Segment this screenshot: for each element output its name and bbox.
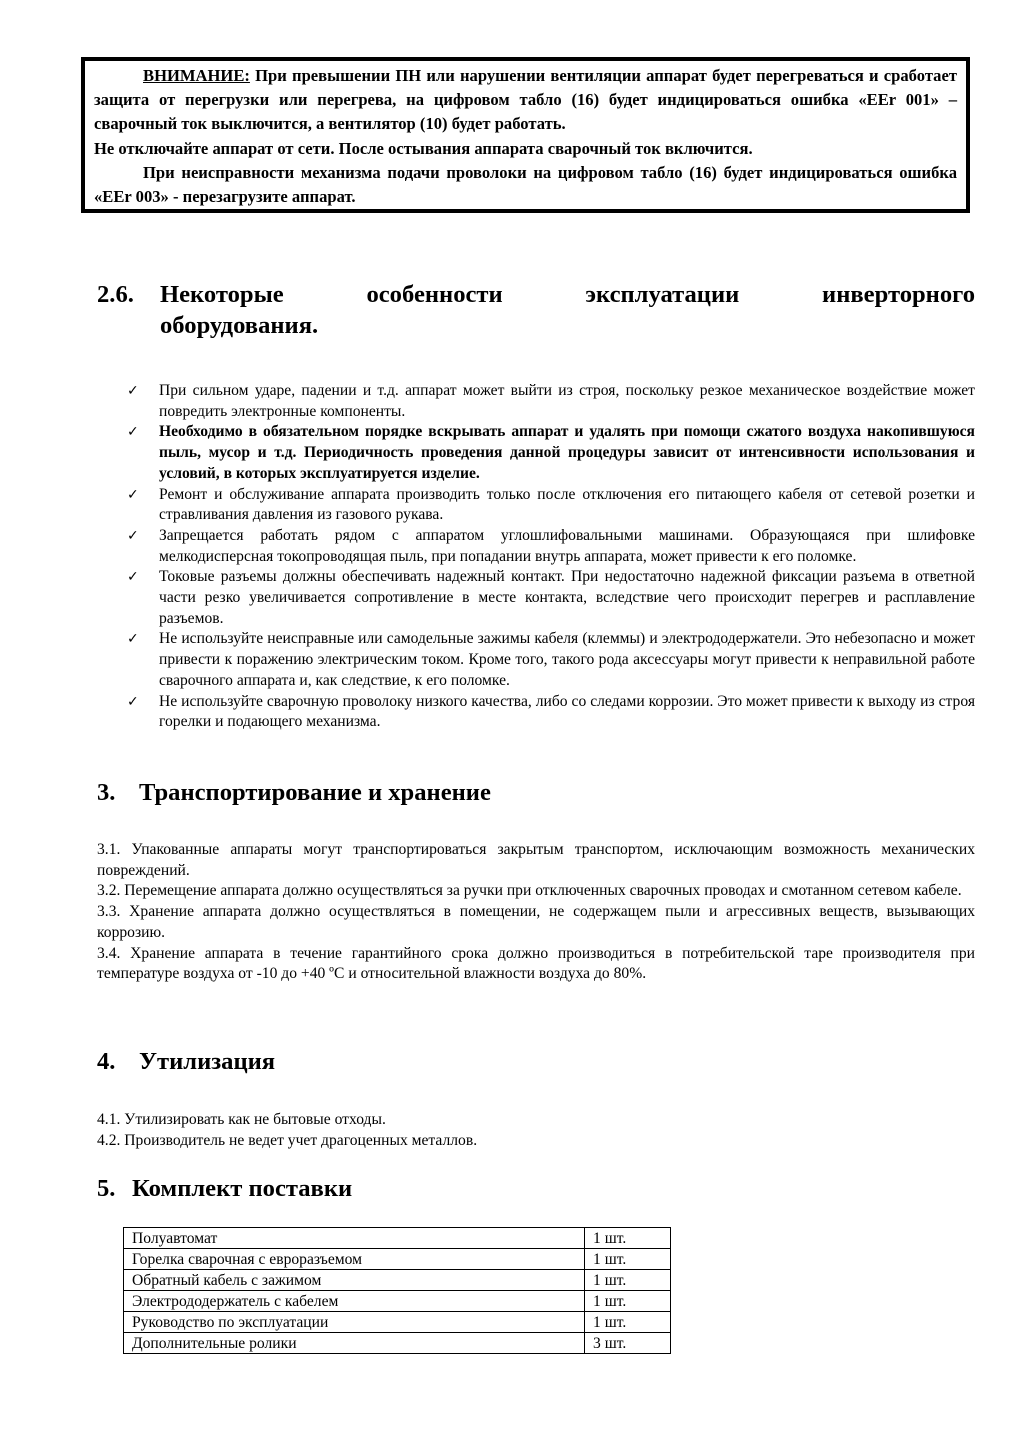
paragraph: 3.1. Упакованные аппараты могут транспортироваться закрытым транспортом, исключающим возможность механических повреждений. <box>97 841 975 879</box>
item-name-cell: Горелка сварочная с евроразъемом <box>124 1249 585 1270</box>
section-3-heading <box>97 778 491 808</box>
item-qty-cell: 1 шт. <box>585 1249 671 1270</box>
paragraph: 3.3. Хранение аппарата должно осуществляться в помещении, не содержащем пыли и агрессивных веществ, вызывающих коррозию. <box>97 903 975 941</box>
warning-label: ВНИМАНИЕ: <box>143 66 250 85</box>
section-2-6-number: 2.6. <box>97 281 134 308</box>
paragraph: 4.1. Утилизировать как не бытовые отходы. <box>97 1111 386 1128</box>
section-3-body <box>97 840 975 985</box>
warning-text-1: При превышении ПН или нарушении вентиляции аппарат будет перегреваться и сработает защита от перегрузки или перегрева, на цифровом табло (16) будет индицироваться ошибка «EEr 001» – сварочный ток выключится, а вентилятор (10) будет работать. <box>94 66 957 134</box>
paragraph: 3.2. Перемещение аппарата должно осуществляться за ручки при отключенных сварочных проводах и смотанном сетевом кабеле. <box>97 882 962 900</box>
warning-paragraph-3: При неисправности механизма подачи проволоки на цифровом табло (16) будет индицироваться ошибка «EEr 003» - перезагрузите аппарат. <box>94 162 957 207</box>
item-name-cell: Полуавтомат <box>124 1228 585 1249</box>
section-3-title: Транспортирование и хранение <box>139 779 491 806</box>
item-qty-cell: 1 шт. <box>585 1270 671 1291</box>
section-4-heading <box>97 1047 275 1077</box>
warning-paragraph-1 <box>94 64 957 137</box>
item-name-cell: Электрододержатель с кабелем <box>124 1291 585 1312</box>
section-2-6-heading <box>97 279 975 341</box>
paragraph: 3.4. Хранение аппарата в течение гарантийного срока должно производиться в потребительской таре производителя при температуре воздуха от -10 до +40 ºС и относительной влажности воздуха до 80%. <box>97 944 975 983</box>
list-item: ✓ Токовые разъемы должны обеспечивать надежный контакт. При недостаточно надежной фиксации разъема в ответной части резко увеличивается сопротивление в месте контакта, вследствие чего происходит перегрев и расплавление разъемов. <box>127 568 975 627</box>
paragraph: 4.2. Производитель не ведет учет драгоценных металлов. <box>97 1131 478 1149</box>
delivery-set-table <box>123 1227 671 1354</box>
list-item: ✓ Необходимо в обязательном порядке вскрывать аппарат и удалять при помощи сжатого воздуха накопившуюся пыль, мусор и т.д. Периодичность проведения данной процедуры зависит от интенсивности использования и условий, в которых эксплуатируется изделие. <box>127 423 975 482</box>
list-item: ✓ Не используйте сварочную проволоку низкого качества, либо со следами коррозии. Это может привести к выходу из строя горелки и подающего механизма. <box>127 692 975 731</box>
table-row <box>124 1333 671 1354</box>
section-2-6-title-line-2: оборудования. <box>160 312 319 339</box>
list-item: ✓ Не используйте неисправные или самодельные зажимы кабеля (клеммы) и электрододержатели. Это небезопасно и может привести к поражению электрическим током. Кроме того, такого рода аксессуары могут привести к неправильной работе сварочного аппарата и, как следствие, к его поломке. <box>127 630 975 689</box>
item-qty-cell: 3 шт. <box>585 1333 671 1354</box>
section-2-6-title-line-1: Некоторые особенности эксплуатации инверторного <box>160 281 975 308</box>
checkmark-icon: ✓ <box>127 693 139 710</box>
checkmark-icon: ✓ <box>127 424 139 441</box>
warning-paragraph-2: Не отключайте аппарат от сети. После остывания аппарата сварочный ток включится. <box>94 138 753 158</box>
item-name-cell: Дополнительные ролики <box>124 1333 585 1354</box>
section-4-title: Утилизация <box>139 1048 276 1075</box>
item-name-cell: Обратный кабель с зажимом <box>124 1270 585 1291</box>
section-4-body <box>97 1110 975 1151</box>
item-qty-cell: 1 шт. <box>585 1291 671 1312</box>
list-item: ✓ Запрещается работать рядом с аппаратом углошлифовальными машинами. Образующаяся при шлифовке мелкодисперсная токопроводящая пыль, при попадании внутрь аппарата, может привести к его поломке. <box>127 526 975 565</box>
checkmark-icon: ✓ <box>127 486 139 503</box>
section-5-heading <box>97 1174 352 1204</box>
warning-box <box>81 57 970 213</box>
checkmark-icon: ✓ <box>127 527 139 544</box>
table-row <box>124 1228 671 1249</box>
section-3-number: 3. <box>97 779 116 806</box>
checkmark-icon: ✓ <box>127 569 139 586</box>
section-4-number: 4. <box>97 1048 116 1075</box>
list-item: ✓ Ремонт и обслуживание аппарата производить только после отключения его питающего кабеля от сетевой розетки и стравливания давления из газового рукава. <box>127 485 975 524</box>
table-row <box>124 1312 671 1333</box>
section-2-6-list <box>127 381 975 733</box>
item-qty-cell: 1 шт. <box>585 1228 671 1249</box>
checkmark-icon: ✓ <box>127 631 139 648</box>
item-qty-cell: 1 шт. <box>585 1312 671 1333</box>
item-name-cell: Руководство по эксплуатации <box>124 1312 585 1333</box>
table-row <box>124 1291 671 1312</box>
table-row <box>124 1270 671 1291</box>
list-item: ✓ При сильном ударе, падении и т.д. аппарат может выйти из строя, поскольку резкое механическое воздействие может повредить электронные компоненты. <box>127 382 975 420</box>
section-5-title: Комплект поставки <box>132 1175 353 1202</box>
checkmark-icon: ✓ <box>127 383 139 399</box>
table-row <box>124 1249 671 1270</box>
section-5-number: 5. <box>97 1175 116 1202</box>
